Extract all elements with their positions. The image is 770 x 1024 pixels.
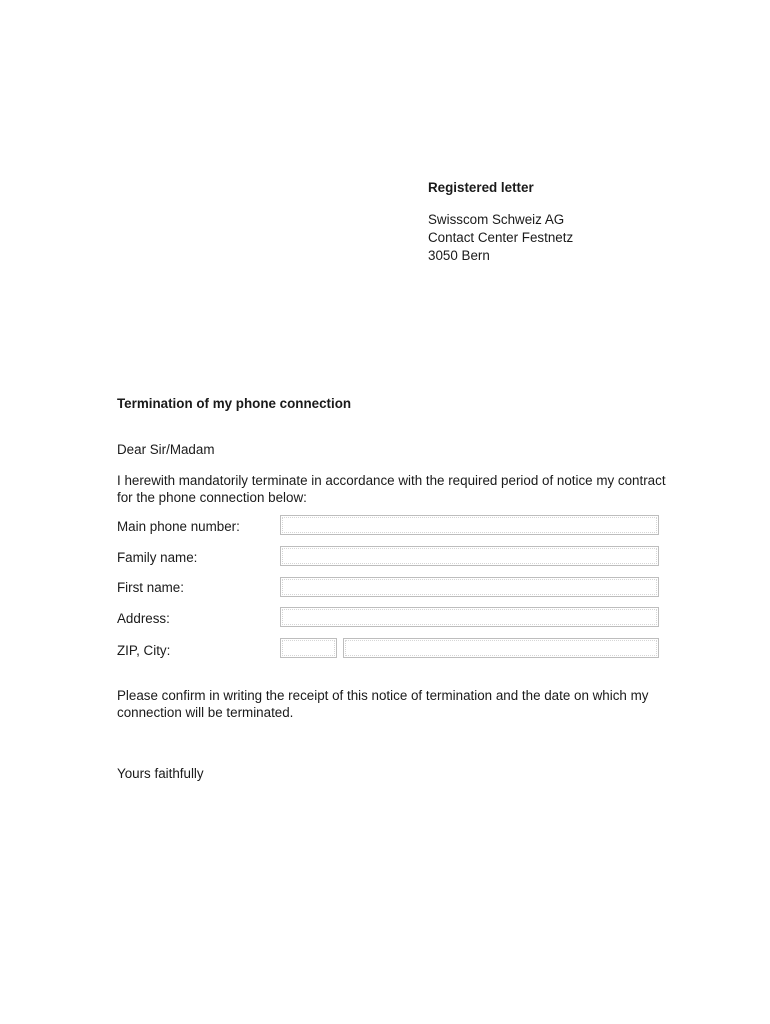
main-phone-field[interactable] (280, 515, 659, 535)
closing-paragraph: Please confirm in writing the receipt of this notice of termination and the date on which my connection will be terminated. (117, 688, 649, 720)
letter-type-label: Registered letter (428, 180, 534, 195)
recipient-department: Contact Center Festnetz (428, 230, 574, 245)
main-phone-label: Main phone number: (117, 519, 240, 534)
intro-paragraph: I herewith mandatorily terminate in accordance with the required period of notice my contract for the phone connection below: (117, 473, 666, 505)
family-name-field[interactable] (280, 546, 659, 566)
recipient-company: Swisscom Schweiz AG (428, 212, 565, 227)
city-field[interactable] (343, 638, 659, 658)
family-name-label: Family name: (117, 550, 198, 565)
letter-subject: Termination of my phone connection (117, 396, 352, 411)
first-name-field[interactable] (280, 577, 659, 597)
address-label: Address: (117, 611, 170, 626)
zip-city-label: ZIP, City: (117, 643, 171, 658)
salutation: Dear Sir/Madam (117, 442, 215, 457)
recipient-city: 3050 Bern (428, 248, 490, 263)
recipient-block (428, 179, 573, 265)
address-field[interactable] (280, 607, 659, 627)
signoff: Yours faithfully (117, 766, 204, 781)
zip-field[interactable] (280, 638, 337, 658)
first-name-label: First name: (117, 580, 184, 595)
